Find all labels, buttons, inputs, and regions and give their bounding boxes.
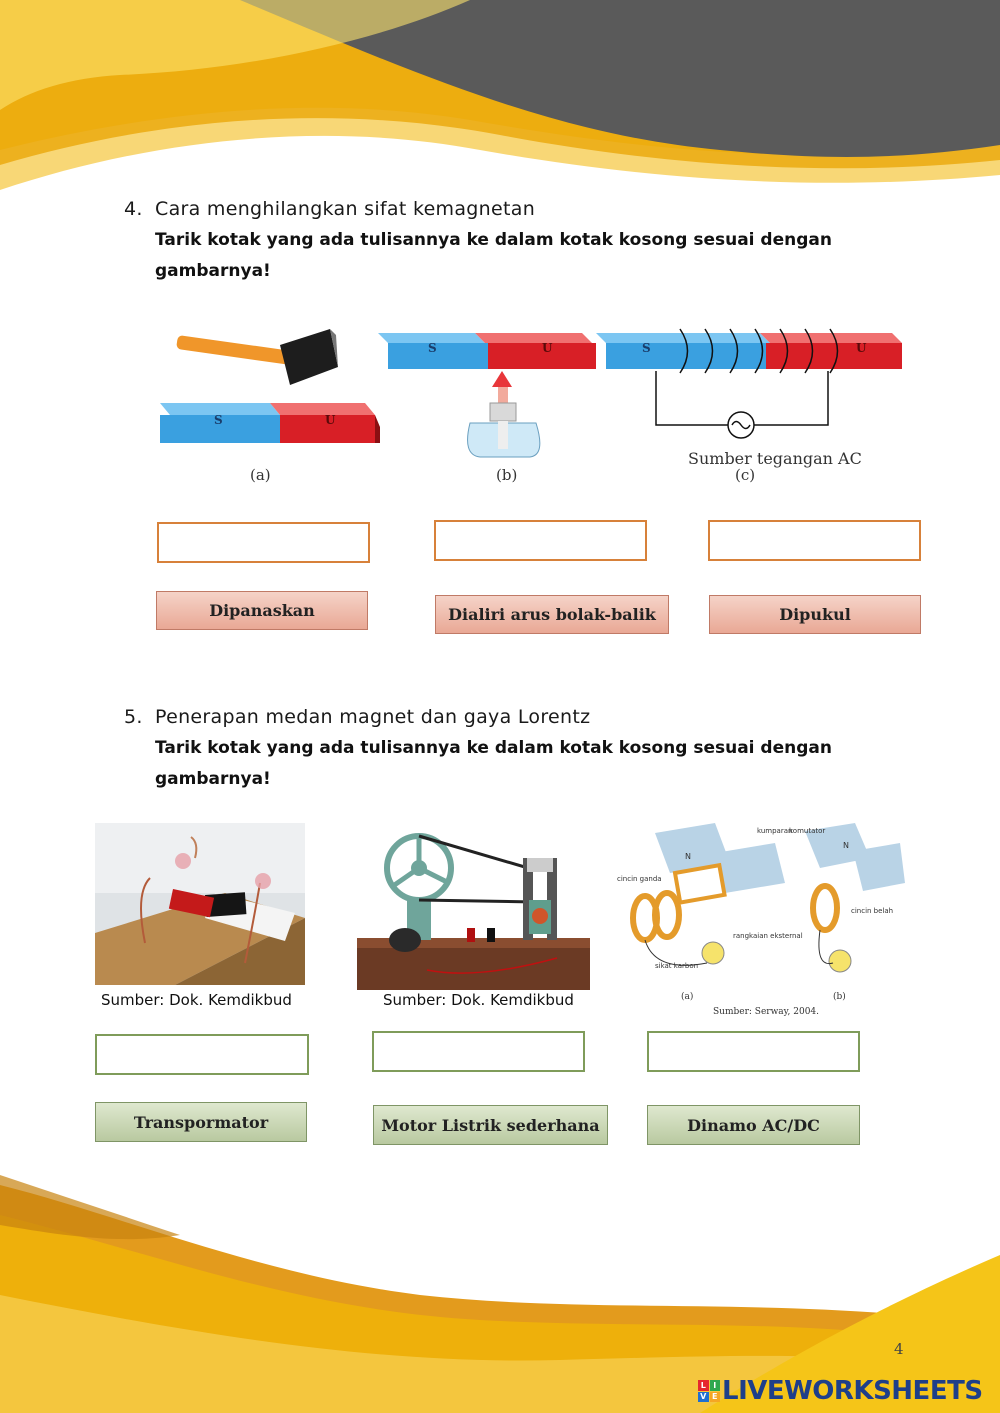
figure-label-c: (c) [735,466,756,484]
liveworksheets-text: LIVEWORKSHEETS [722,1376,983,1406]
q4-instruction-line2: gambarnya! [155,261,271,281]
q5-chip-transpormator[interactable]: Transpormator [95,1102,307,1142]
page-number: 4 [894,1340,904,1358]
dynamo-label-komutator: komutator [789,827,826,835]
q4-title: Cara menghilangkan sifat kemagnetan [155,198,536,220]
dynamo-label-cincin-belah: cincin belah [851,907,894,915]
caption-photo-2: Sumber: Dok. Kemdikbud [383,991,574,1009]
figure-label-b: (b) [496,466,518,484]
caption-photo-1: Sumber: Dok. Kemdikbud [101,991,292,1009]
photo-apparatus-1 [95,823,305,985]
q5-number: 5. [124,706,143,728]
magnet-b-s-label: S [428,341,437,355]
dynamo-figure [615,823,905,1018]
q4-chip-dialiri-arus[interactable]: Dialiri arus bolak-balik [435,595,669,634]
dynamo-label-n-a: N [685,852,691,861]
q5-drop-box-2[interactable] [372,1031,585,1072]
q5-chip-dinamo[interactable]: Dinamo AC/DC [647,1105,860,1145]
q5-drop-box-3[interactable] [647,1031,860,1072]
magnet-a-u-label: U [325,413,336,427]
magnet-c-u-label: U [856,341,867,355]
q5-instruction-line2: gambarnya! [155,769,271,789]
dynamo-label-rangkaian: rangkaian eksternal [733,932,803,940]
magnet-a-icon [160,403,380,443]
dynamo-label-kumparan: kumparan [757,827,793,835]
q5-instruction-line1: Tarik kotak yang ada tulisannya ke dalam kotak kosong sesuai dengan [155,738,832,758]
photo-apparatus-2 [357,830,590,990]
q4-drop-box-b[interactable] [434,520,647,561]
q4-instruction-line1: Tarik kotak yang ada tulisannya ke dalam kotak kosong sesuai dengan [155,230,832,250]
q4-number: 4. [124,198,143,220]
header-decoration [0,0,1000,200]
figure-label-a: (a) [250,466,271,484]
ac-source-label: Sumber tegangan AC [688,449,862,468]
dynamo-label-cincin-ganda: cincin ganda [617,875,662,883]
q4-drop-box-a[interactable] [157,522,370,563]
q5-title: Penerapan medan magnet dan gaya Lorentz [155,706,591,728]
q4-magnet-figure [150,315,910,490]
dynamo-label-b: (b) [833,992,846,1002]
magnet-b-icon [378,333,596,369]
magnet-b-u-label: U [542,341,553,355]
liveworksheets-mark-icon: L I V E [698,1380,720,1402]
q4-drop-box-c[interactable] [708,520,921,561]
magnet-c-s-label: S [642,341,651,355]
q4-chip-dipanaskan[interactable]: Dipanaskan [156,591,368,630]
dynamo-label-n-b: N [843,841,849,850]
dynamo-label-sikat: sikat karbon [655,962,699,970]
q5-chip-motor-listrik[interactable]: Motor Listrik sederhana [373,1105,608,1145]
dynamo-source: Sumber: Serway, 2004. [713,1007,820,1017]
hammer-icon [176,329,338,385]
dynamo-label-a: (a) [681,992,694,1002]
burner-icon [468,371,540,457]
q5-drop-box-1[interactable] [95,1034,309,1075]
liveworksheets-logo [698,1376,983,1406]
q4-chip-dipukul[interactable]: Dipukul [709,595,921,634]
magnet-a-s-label: S [214,413,223,427]
